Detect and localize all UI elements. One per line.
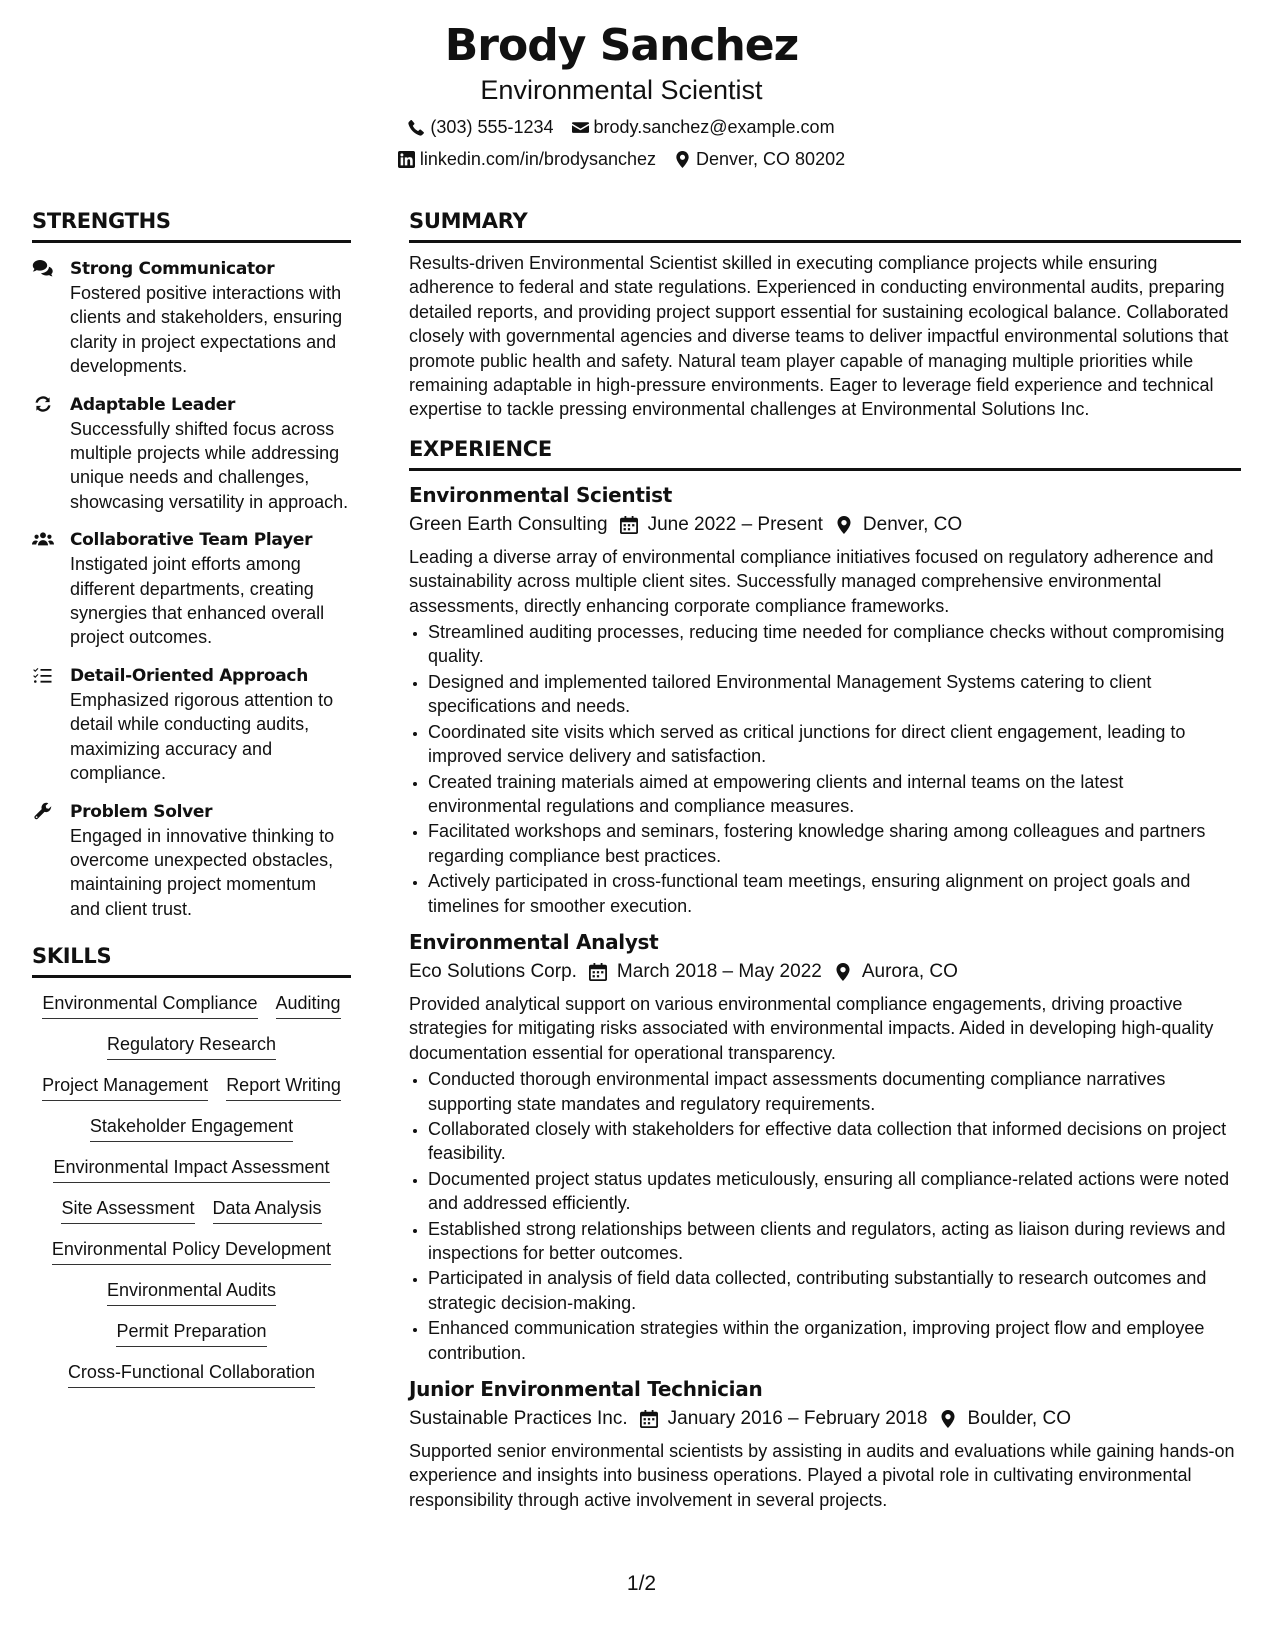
linkedin-text[interactable]: linkedin.com/in/brodysanchez [419,149,657,169]
job-entry [409,1375,1241,1512]
map-marker-icon [834,963,852,981]
job-bullet: • Coordinated site visits which served as critical junctions for direct client engagement, leading to improved service delivery and satisfaction. [428,720,1241,769]
calendar-icon [620,516,638,534]
calendar-icon [589,963,607,981]
job-location: Boulder, CO [967,1408,1071,1430]
skill-tag: Project Management [42,1074,208,1101]
right-column [409,208,1241,1512]
linkedin-icon [398,151,415,168]
job-description: Provided analytical support on various environmental compliance engagements, driving proactive strategies for mitigating risks associated with environmental impacts. Aided in developing high-quality documentation essential for operational transparency. [409,993,1214,1063]
resume-header [0,18,1275,170]
skill-tag: Environmental Impact Assessment [53,1156,329,1183]
strength-description: Fostered positive interactions with clients and stakeholders, ensuring clarity in project expectations and developments. [70,283,343,377]
page-number: 1/2 [626,1572,657,1595]
job-description: Leading a diverse array of environmental compliance initiatives focused on regulatory adherence and sustainability across multiple client sites. Successfully managed comprehensive environmental assessments, directly enhancing corporate compliance frameworks. [409,546,1214,616]
skill-tag: Environmental Policy Development [52,1238,331,1265]
strength-description: Successfully shifted focus across multiple projects while addressing unique needs and challenges, showcasing versatility in approach. [70,418,349,512]
checklist-icon [32,666,54,684]
job-role: Environmental Analyst [409,929,659,954]
skill-tag: Stakeholder Engagement [90,1115,293,1142]
skills-heading: SKILLS [32,943,351,978]
location-text: Denver, CO 80202 [696,149,846,169]
skill-tag: Auditing [276,992,341,1019]
job-entry [409,481,1241,918]
map-marker-icon [835,516,853,534]
job-company: Sustainable Practices Inc. [409,1408,628,1430]
job-entry [409,928,1241,1365]
skill-tag: Data Analysis [213,1197,322,1224]
users-icon [32,530,54,548]
job-dates: January 2016 – February 2018 [667,1408,928,1430]
job-bullet: • Created training materials aimed at empowering clients and internal teams on the latest environmental regulations and compliance measures. [428,770,1241,819]
strength-name: Adaptable Leader [70,394,236,415]
job-meta [409,1405,1241,1433]
contact-email[interactable] [572,116,835,138]
job-bullet: • Designed and implemented tailored Environmental Management Systems catering to client specifications and needs. [428,670,1241,719]
skill-tag: Environmental Audits [107,1279,276,1306]
job-company: Eco Solutions Corp. [409,960,577,982]
job-company: Green Earth Consulting [409,513,608,535]
strength-description: Emphasized rigorous attention to detail while conducting audits, maximizing accuracy and compliance. [70,689,334,784]
job-bullets [409,1067,1241,1365]
strength-item [32,528,351,650]
job-bullet: • Actively participated in cross-functional team meetings, ensuring alignment on project goals and timelines for smoother execution. [428,869,1241,918]
job-description: Supported senior environmental scientists by assisting in audits and evaluations while gaining hands-on experience and insights into business operations. Played a pivotal role in cultivating environmental responsibility through active involvement in several projects. [409,1441,1235,1510]
strength-name: Collaborative Team Player [70,530,313,551]
job-meta [409,958,1241,986]
job-role: Junior Environmental Technician [409,1377,763,1402]
candidate-title: Environmental Scientist [480,75,763,105]
wrench-icon [32,802,54,820]
comments-icon [32,259,54,277]
job-bullet: • Collaborated closely with stakeholders for effective data collection that informed decisions on project feasibility. [428,1117,1241,1166]
skills-list [32,992,351,1388]
experience-heading: EXPERIENCE [409,436,1241,471]
job-bullet: • Documented project status updates meticulously, ensuring all compliance-related actions were noted and addressed efficiently. [428,1167,1241,1216]
contact-line-2 [0,148,1275,170]
phone-icon [408,119,425,136]
strengths-heading: STRENGTHS [32,208,351,243]
strength-item [32,800,351,922]
email-text[interactable]: brody.sanchez@example.com [593,117,835,137]
job-location: Aurora, CO [861,960,958,982]
strength-name: Strong Communicator [70,259,275,279]
skill-tag: Permit Preparation [116,1320,266,1347]
skill-tag: Environmental Compliance [42,992,257,1019]
skill-tag: Regulatory Research [107,1033,276,1060]
map-marker-icon [674,151,691,168]
envelope-icon [572,119,589,136]
job-bullet: • Conducted thorough environmental impact assessments documenting compliance narratives supporting state mandates and regulatory requirements. [428,1067,1241,1116]
map-marker-icon [939,1410,957,1428]
strength-item [32,393,351,515]
skill-tag: Cross-Functional Collaboration [68,1361,315,1388]
job-bullets [409,620,1241,918]
contact-phone [408,116,553,138]
phone-text: (303) 555-1234 [430,117,554,137]
strength-description: Instigated joint efforts among different departments, creating synergies that enhanced overall project outcomes. [70,554,325,648]
job-meta [409,511,1241,539]
sync-icon [32,395,54,413]
candidate-name: Brody Sanchez [444,20,799,71]
strength-item [32,257,351,379]
strength-description: Engaged in innovative thinking to overcome unexpected obstacles, maintaining project momentum and client trust. [70,825,335,919]
job-location: Denver, CO [862,513,963,535]
job-dates: June 2022 – Present [647,513,823,535]
job-bullet: • Participated in analysis of field data collected, contributing substantially to research outcomes and strategic decision-making. [428,1266,1241,1315]
contact-location [674,148,845,170]
left-column [32,208,351,1388]
skill-tag: Report Writing [226,1074,341,1101]
summary-heading: SUMMARY [409,208,1241,243]
job-bullet: • Established strong relationships between clients and regulators, acting as liaison during reviews and inspections for better outcomes. [428,1217,1241,1266]
strength-name: Detail-Oriented Approach [70,665,308,686]
strength-item [32,664,351,786]
job-bullet: • Enhanced communication strategies within the organization, improving project flow and employee contribution. [428,1316,1241,1365]
calendar-icon [640,1410,658,1428]
job-role: Environmental Scientist [409,482,673,507]
contact-linkedin[interactable] [398,148,656,170]
skill-tag: Site Assessment [61,1197,194,1224]
strength-name: Problem Solver [70,801,213,822]
contact-line-1 [0,116,1275,138]
summary-text: Results-driven Environmental Scientist skilled in executing compliance projects while ensuring adherence to federal and state regulations. Experienced in conducting environmental audits, preparing detailed reports, and providing project support essential for sustaining ecological balance. Collaborated closely with governmental agencies and diverse teams to deliver impactful environmental solutions that promote public health and safety. Natural team player capable of managing multiple priorities while remaining adaptable in high-pressure environments. Eager to leverage field experience and technical expertise to tackle pressing environmental challenges at Environmental Solutions Inc. [409,253,1229,420]
job-bullet: • Facilitated workshops and seminars, fostering knowledge sharing among colleagues and partners regarding compliance best practices. [428,819,1241,868]
job-dates: March 2018 – May 2022 [616,960,822,982]
job-bullet: • Streamlined auditing processes, reducing time needed for compliance checks without compromising quality. [428,620,1241,669]
